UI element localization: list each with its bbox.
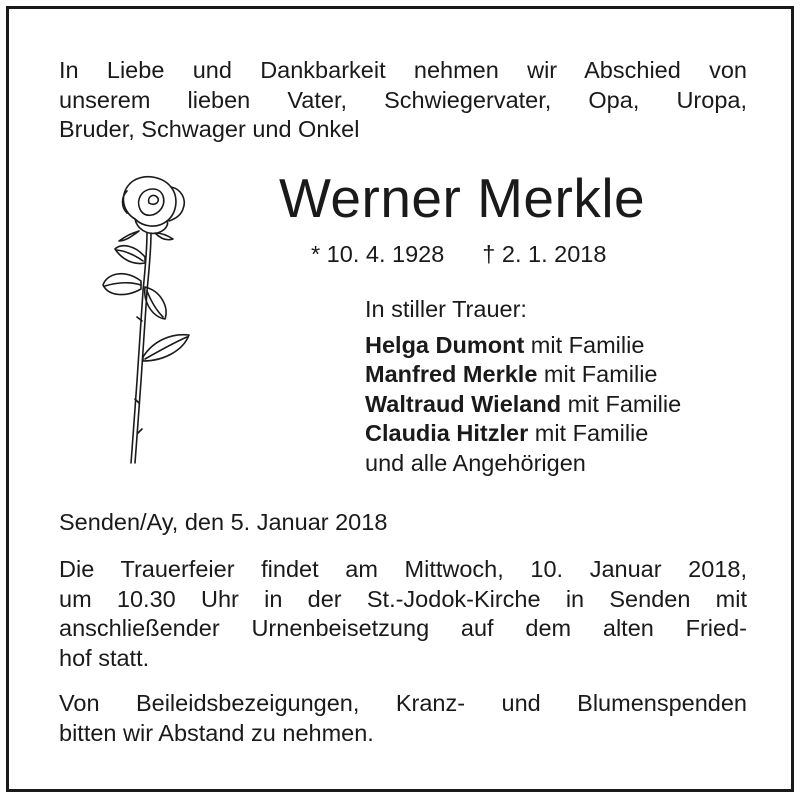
mourner-entry bbox=[365, 360, 681, 390]
mourner-name: Claudia Hitzler bbox=[365, 420, 529, 446]
condolence-line: Von Beileidsbezeigungen, Kranz- und Blumenspenden bbox=[59, 690, 747, 716]
mourners-closing: und alle Angehörigen bbox=[365, 449, 586, 476]
life-dates bbox=[311, 240, 606, 269]
mourner-entry bbox=[365, 419, 681, 449]
mourners-intro: In stiller Trauer: bbox=[365, 296, 527, 322]
mourner-suffix: mit Familie bbox=[524, 331, 645, 358]
mourner-name: Manfred Merkle bbox=[365, 361, 538, 387]
mourner-suffix: mit Familie bbox=[561, 390, 682, 417]
mourner-name: Helga Dumont bbox=[365, 331, 525, 358]
funeral-paragraph bbox=[59, 555, 747, 673]
intro-paragraph bbox=[59, 56, 747, 145]
condolence-paragraph bbox=[59, 689, 747, 748]
mourner-entry bbox=[365, 331, 681, 361]
rose-icon bbox=[91, 171, 203, 471]
mourner-name: Waltraud Wieland bbox=[365, 390, 562, 417]
obituary-notice bbox=[6, 6, 794, 792]
mourner-suffix: mit Familie bbox=[528, 420, 649, 446]
funeral-line: anschließender Urnenbeisetzung auf dem alten Fried- bbox=[59, 615, 747, 641]
funeral-line: um 10.30 Uhr in der St.-Jodok-Kirche in Senden mit bbox=[59, 585, 747, 612]
death-date: † 2. 1. 2018 bbox=[482, 241, 607, 267]
deceased-name: Werner Merkle bbox=[279, 167, 646, 229]
intro-line: In Liebe und Dankbarkeit nehmen wir Abschied von bbox=[59, 57, 747, 83]
place-date: Senden/Ay, den 5. Januar 2018 bbox=[59, 509, 388, 535]
mourner-entry bbox=[365, 390, 681, 420]
intro-line: unserem lieben Vater, Schwiegervater, Opa, Uropa, bbox=[59, 86, 747, 113]
condolence-line: bitten wir Abstand zu nehmen. bbox=[59, 719, 374, 746]
mourner-suffix: mit Familie bbox=[537, 361, 658, 387]
birth-date: * 10. 4. 1928 bbox=[311, 241, 445, 267]
intro-line: Bruder, Schwager und Onkel bbox=[59, 116, 360, 142]
mourners-list bbox=[365, 295, 681, 478]
funeral-line: hof statt. bbox=[59, 644, 150, 671]
funeral-line: Die Trauerfeier findet am Mittwoch, 10. Januar 2018, bbox=[59, 556, 747, 582]
